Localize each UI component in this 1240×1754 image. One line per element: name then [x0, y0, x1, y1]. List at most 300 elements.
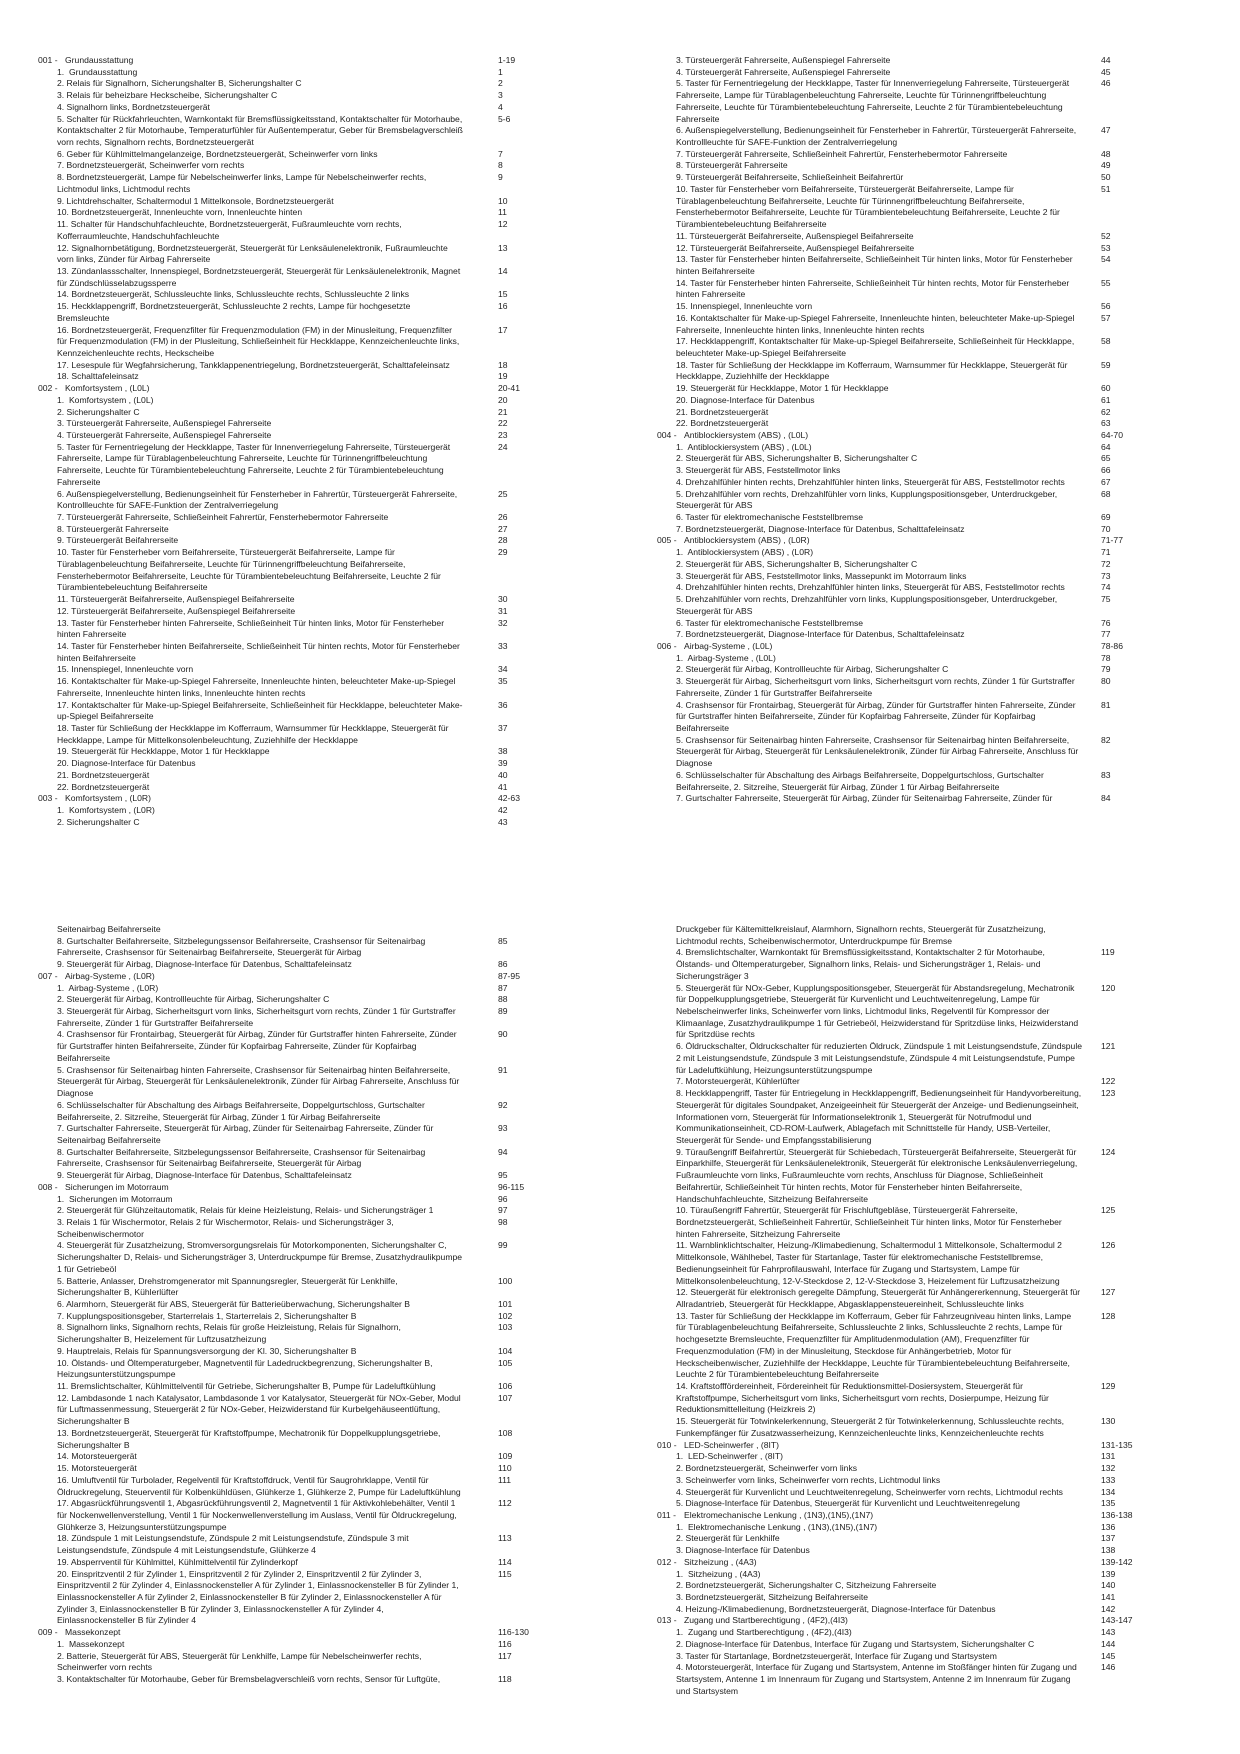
entry-text: 7. Türsteuergerät Fahrerseite, Schließeinheit Fahrertür, Fensterhebermotor Fahrerseite [57, 512, 389, 523]
page-number: 79 [1101, 664, 1111, 675]
entry-text: 5. Crashsensor für Seitenairbag hinten Fahrerseite, Crashsensor für Seitenairbag hinten Beifahrerseite, Steuergerät für Airbag, Steuergerät für Lenksäulenelektronik, Zünder für Airbag Fahrerseite, Anschluss für Diagnose [676, 734, 1081, 769]
toc-entry [38, 936, 543, 959]
page-number: 124 [1101, 1146, 1116, 1157]
entry-text: 12. Türsteuergerät Beifahrerseite, Außenspiegel Beifahrerseite [676, 242, 915, 253]
entry-text: 1. Zugang und Startberechtigung , (4F2),(4I3) [676, 1627, 852, 1638]
page-number: 76 [1101, 617, 1111, 628]
page-number: 96 [498, 1193, 508, 1204]
entry-text: 4. Türsteuergerät Fahrerseite, Außenspiegel Fahrerseite [676, 66, 891, 77]
entry-text: 15. Innenspiegel, Innenleuchte vorn [676, 301, 813, 312]
toc-entry [38, 1311, 543, 1323]
page-number: 11 [498, 207, 507, 218]
page-number: 53 [1101, 242, 1111, 253]
toc-entry [38, 360, 543, 372]
entry-text: 3. Türsteuergerät Fahrerseite, Außenspiegel Fahrerseite [57, 418, 272, 429]
page-number: 20-41 [498, 383, 520, 394]
page-number: 88 [498, 994, 508, 1005]
toc-entry [38, 1651, 543, 1674]
page-number: 35 [498, 676, 508, 687]
page-number: 73 [1101, 570, 1111, 581]
page-number: 28 [498, 535, 508, 546]
toc-entry [38, 1533, 543, 1556]
entry-text: 12. Lambdasonde 1 nach Katalysator, Lambdasonde 1 vor Katalysator, Steuergerät für NOx-Geber, Modul für Luftmassenmessung, Steuergerät 2 für NOx-Geber, Heizwiderstand für Kurbelgehäuseentlüftung, Sicherungshalter B [57, 1392, 464, 1427]
toc-section-header [657, 1440, 1162, 1452]
entry-text: 10. Taster für Fensterheber vorn Beifahrerseite, Türsteuergerät Beifahrerseite, Lampe für Türablagenbeleuchtung Beifahrerseite, Leuchte für Türinnengriffbeleuchtung Beifahrerseite, Fensterhebermotor Beifahrerseite, Leuchte für Türambientebeleuchtung Beifahrerseite, Leuchte 2 für Türambientebeleuchtung Beifahrerseite [676, 183, 1063, 230]
entry-text: 13. Taster für Fensterheber hinten Fahrerseite, Schließeinheit Tür hinten links, Motor für Fensterheber hinten Fahrerseite [57, 617, 447, 640]
entry-text: 1. Airbag-Systeme , (L0R) [57, 982, 159, 993]
toc-entry [38, 606, 543, 618]
page-number: 51 [1101, 183, 1111, 194]
entry-text: 9. Türsteuergerät Beifahrerseite [57, 535, 179, 546]
entry-text: 6. Taster für elektromechanische Feststellbremse [676, 617, 864, 628]
entry-text: 8. Gurtschalter Beifahrerseite, Sitzbelegungssensor Beifahrerseite, Crashsensor für Seitenairbag Fahrerseite, Crashsensor für Seitenairbag Beifahrerseite, Steuergerät für Airbag [57, 935, 428, 958]
entry-text: 18. Taster für Schließung der Heckklappe im Kofferraum, Warnsummer für Heckklappe, Steuergerät für Heckklappe, Zuziehhilfe der Heckklappe [676, 359, 1070, 382]
entry-text: 22. Bordnetzsteuergerät [676, 418, 769, 429]
section-number: 002 - [38, 383, 58, 394]
toc-entry [657, 1147, 1162, 1206]
entry-text: 3. Steuergerät für Airbag, Sicherheitsgurt vorn links, Sicherheitsgurt vorn rechts, Zünder 1 für Gurtstraffer Fahrerseite, Zünder 1 für Gurtstraffer Beifahrerseite [57, 1006, 459, 1028]
entry-text: 3. Steuergerät für Airbag, Sicherheitsgurt vorn links, Sicherheitsgurt vorn rechts, Zünder 1 für Gurtstraffer Fahrerseite, Zünder 1 für Gurtstraffer Beifahrerseite [676, 676, 1078, 698]
entry-text: 8. Türsteuergerät Fahrerseite [57, 523, 169, 534]
page-number: 20 [498, 394, 508, 405]
toc-entry [38, 301, 543, 324]
toc-entry [657, 1287, 1162, 1310]
entry-text: 19. Absperrventil für Kühlmittel, Kühlmittelventil für Zylinderkopf [57, 1556, 298, 1567]
toc-entry [38, 67, 543, 79]
page-number: 128 [1101, 1310, 1116, 1321]
toc-entry [657, 243, 1162, 255]
toc-section-header [657, 1557, 1162, 1569]
toc-entry [38, 1451, 543, 1463]
toc-entry [657, 336, 1162, 359]
page-number: 139-142 [1101, 1556, 1133, 1567]
entry-text: 3. Bordnetzsteuergerät, Sitzheizung Beifahrerseite [676, 1591, 869, 1602]
entry-text: 2. Batterie, Steuergerät für ABS, Steuergerät für Lenkhilfe, Lampe für Nebelscheinwerfer rechts, Scheinwerfer vorn rechts [57, 1650, 424, 1673]
entry-text: 4. Türsteuergerät Fahrerseite, Außenspiegel Fahrerseite [57, 430, 272, 440]
entry-text: 5. Schalter für Rückfahrleuchten, Warnkontakt für Bremsflüssigkeitsstand, Kontaktschalter für Motorhaube, Kontaktschalter 2 für Motorhaube, Temperaturfühler für Außentemperatur, Geber für Bremsbelagverschleiß vorn rechts, Signalhorn rechts, Bordnetzsteuergerät [57, 113, 466, 148]
page-number: 58 [1101, 336, 1111, 347]
entry-text: 9. Steuergerät für Airbag, Diagnose-Interface für Datenbus, Schalttafeleinsatz [57, 959, 352, 970]
entry-text: 15. Steuergerät für Totwinkelerkennung, Steuergerät 2 für Totwinkelerkennung, Schlussleuchte rechts, Funkempfänger für Zusatzwasserheizung, Kennzeichenleuchte links, Kennzeichenleuchte rechts [676, 1416, 1067, 1438]
toc-entry [38, 1639, 543, 1651]
page-number: 72 [1101, 558, 1111, 569]
entry-text: 16. Umluftventil für Turbolader, Regelventil für Kraftstoffdruck, Ventil für Saugrohrklappe, Ventil für Öldruckregelung, Steuerventil für Kolbenkühldüsen, Glühkerze 1, Glühkerze 2, Pumpe für Ladeluftkühlung [57, 1474, 461, 1497]
page-number: 43 [498, 816, 508, 827]
toc-entry [657, 512, 1162, 524]
page-number: 95 [498, 1170, 508, 1181]
toc-section-header [657, 641, 1162, 653]
entry-text: 5. Crashsensor für Seitenairbag hinten Fahrerseite, Crashsensor für Seitenairbag hinten Beifahrerseite, Steuergerät für Airbag, Steuergerät für Lenksäulenelektronik, Zünder für Airbag Fahrerseite, Anschluss für Diagnose [57, 1064, 462, 1099]
toc-entry [38, 524, 543, 536]
entry-text: 8. Gurtschalter Beifahrerseite, Sitzbelegungssensor Beifahrerseite, Crashsensor für Seitenairbag Fahrerseite, Crashsensor für Seitenairbag Beifahrerseite, Steuergerät für Airbag [57, 1146, 428, 1169]
toc-entry [38, 1475, 543, 1498]
page-number: 136-138 [1101, 1509, 1133, 1520]
page-number: 38 [498, 746, 508, 757]
toc-entry [657, 149, 1162, 161]
toc-entry [657, 383, 1162, 395]
page-number: 49 [1101, 160, 1111, 171]
entry-text: 14. Motorsteuergerät [57, 1451, 137, 1462]
toc-entry [657, 735, 1162, 770]
toc-entry [657, 1205, 1162, 1240]
toc-entry [657, 489, 1162, 512]
toc-entry [657, 1240, 1162, 1287]
toc-section-header [38, 1182, 543, 1194]
toc-entry [38, 407, 543, 419]
toc-entry [38, 1170, 543, 1182]
page-number: 66 [1101, 465, 1111, 476]
page-number: 131 [1101, 1451, 1116, 1462]
toc-section-header [657, 430, 1162, 442]
entry-text: 13. Zündanlassschalter, Innenspiegel, Bordnetzsteuergerät, Steuergerät für Lenksäulenelektronik, Magnet für Zündschlüsselabzugssperre [57, 265, 463, 288]
page-number: 114 [498, 1556, 512, 1567]
toc-entry [38, 1006, 543, 1029]
toc-entry [657, 184, 1162, 231]
page-number: 142 [1101, 1603, 1116, 1614]
toc-entry [38, 805, 543, 817]
entry-text: 1. Airbag-Systeme , (L0L) [676, 652, 776, 663]
section-number: 007 - [38, 970, 58, 981]
page-number: 126 [1101, 1240, 1116, 1251]
entry-text: 21. Bordnetzsteuergerät [676, 406, 769, 417]
page-number: 80 [1101, 676, 1111, 687]
page-number: 25 [498, 488, 508, 499]
page-number: 99 [498, 1240, 508, 1251]
page-number: 59 [1101, 359, 1111, 370]
section-number: 004 - [657, 430, 677, 440]
entry-text: 14. Bordnetzsteuergerät, Schlussleuchte links, Schlussleuchte rechts, Schlussleuchte 2 links [57, 289, 410, 300]
entry-text: 4. Crashsensor für Frontairbag, Steuergerät für Airbag, Zünder für Gurtstraffer hinten Fahrerseite, Zünder für Gurtstraffer hinten Beifahrerseite, Zünder für Kopfairbag Fahrerseite, Zünder für Kopfairbag Beifahrerseite [57, 1029, 460, 1063]
entry-text: 14. Taster für Fensterheber hinten Fahrerseite, Schließeinheit Tür hinten rechts, Motor für Fensterheber hinten Fahrerseite [676, 277, 1072, 300]
entry-text: 3. Steuergerät für ABS, Feststellmotor links [676, 465, 841, 476]
toc-entry [657, 924, 1162, 947]
entry-text: 16. Kontaktschalter für Make-up-Spiegel Fahrerseite, Innenleuchte hinten, beleuchteter Make-up-Spiegel Fahrerseite, Innenleuchte hinten links, Innenleuchte hinten rechts [57, 676, 458, 698]
page-number: 78-86 [1101, 640, 1123, 651]
page-number: 104 [498, 1345, 513, 1356]
entry-text: 10. Türaußengriff Fahrertür, Steuergerät für Frischluftgebläse, Türsteuergerät Fahrerseite, Bordnetzsteuergerät, Schließeinheit Fahrertür, Schließeinheit Tür hinten links, Motor für Fensterheber hinten Fahrerseite, Sitzheizung Fahrerseite [676, 1205, 1065, 1239]
entry-text: 9. Türaußengriff Beifahrertür, Steuergerät für Schiebedach, Türsteuergerät Beifahrerseite, Steuergerät für Einparkhilfe, Steuergerät für Lenksäulenelektronik, Steuergerät für elektronische Lenksäulenverriegelung, Fußraumleuchte vorn links, Fußraumleuchte vorn rechts, Anschluss für Diagnose, Schließeinheit Beifahrertür, Schließeinheit Tür hinten rechts, Motor für Fensterheber hinten Beifahrerseite, Handschuhfachleuchte, Sitzheizung Beifahrerseite [676, 1146, 1080, 1204]
toc-entry [38, 1569, 543, 1628]
toc-entry [38, 160, 543, 172]
toc-entry [38, 770, 543, 782]
page-number: 75 [1101, 594, 1111, 605]
entry-text: 9. Türsteuergerät Beifahrerseite, Schließeinheit Beifahrertür [676, 172, 904, 183]
page-number: 61 [1101, 394, 1111, 405]
entry-text: 1. Komfortsystem , (L0R) [57, 805, 155, 815]
page-number: 90 [498, 1029, 508, 1040]
toc-entry [657, 793, 1162, 805]
page-number: 87 [498, 982, 508, 993]
section-title: Sicherungen im Motorraum [65, 1181, 169, 1192]
entry-text: 10. Bordnetzsteuergerät, Innenleuchte vorn, Innenleuchte hinten [57, 207, 303, 218]
entry-text: 1. Antiblockiersystem (ABS) , (L0L) [676, 441, 812, 452]
toc-entry [657, 1088, 1162, 1147]
section-title: Elektromechanische Lenkung , (1N3),(1N5),(1N7) [684, 1509, 874, 1520]
toc-section-header [657, 1510, 1162, 1522]
page-number: 123 [1101, 1088, 1116, 1099]
entry-text: 6. Alarmhorn, Steuergerät für ABS, Steuergerät für Batterieüberwachung, Sicherungshalter B [57, 1299, 411, 1309]
toc-entry [657, 618, 1162, 630]
entry-text: 13. Taster für Schließung der Heckklappe im Kofferraum, Geber für Fahrzeugniveau hinten links, Lampe für Türablagenbeleuchtung Beifahrerseite, Schlussleuchte 2 links, Schlussleuchte 2 rechts, Lampe für hochgesetzte Bremsleuchte, Frequenzfilter für Amplitudenmodulation (AM), Frequenzfilter für Frequenzmodulation (FM) in der Minusleitung, Steckdose für Anhängerbetrieb, Motor für Heckscheibenwischer, Zuziehhilfe der Heckklappe, Leuchte für Türambientebeleuchtung Beifahrerseite, Leuchte 2 für Türambientebeleuchtung Beifahrerseite [676, 1310, 1074, 1380]
section-title: Komfortsystem , (L0R) [65, 793, 151, 804]
page-number: 3 [498, 90, 503, 101]
entry-text: 5. Drehzahlfühler vorn rechts, Drehzahlfühler vorn links, Kupplungspositionsgeber, Unterdruckgeber, Steuergerät für ABS [676, 488, 1060, 511]
entry-text: 2. Sicherungshalter C [57, 406, 140, 417]
entry-text: 9. Lichtdrehschalter, Schaltermodul 1 Mittelkonsole, Bordnetzsteuergerät [57, 195, 334, 206]
toc-entry [38, 266, 543, 289]
page-number: 63 [1101, 418, 1111, 429]
toc-entry [657, 547, 1162, 559]
page-number: 65 [1101, 453, 1111, 464]
section-header-text [38, 383, 465, 395]
section-header-text [38, 1182, 465, 1194]
entry-text: 8. Heckklappengriff, Taster für Entriegelung in Heckklappengriff, Bedienungseinheit für Handyvorbereitung, Steuergerät für digitales Soundpaket, Anzeigeeinheit für Steuergerät der Anzeige- und Bedienungseinheit, Informationen vorn, Steuergerät für Informationselektronik 1, Steuergerät für Notrufmodul und Kommunikationseinheit, CD-ROM-Laufwerk, Ablagefach mit Schnittstelle für Handy, USB-Verteiler, Steuergerät für Sende- und Empfangsstabilisierung [676, 1088, 1084, 1145]
page-number: 71 [1101, 547, 1111, 558]
toc-entry [38, 289, 543, 301]
toc-entry [657, 1533, 1162, 1545]
entry-text: 17. Abgasrückführungsventil 1, Abgasrückführungsventil 2, Magnetventil 1 für Aktivkohlebehälter, Ventil 1 für Nockenwellenverstellung, Ventil 1 für Nockenwellenverstellung im Auslass, Ventil für Öldruckregelung, Glühkerze 3, Heizungsunterstützungspumpe [57, 1498, 460, 1532]
toc-entry [657, 231, 1162, 243]
section-header-text [657, 1557, 1084, 1569]
page-number: 60 [1101, 383, 1111, 394]
toc-entry [38, 1428, 543, 1451]
toc-entry [657, 1522, 1162, 1534]
entry-text: 4. Bremslichtschalter, Warnkontakt für Bremsflüssigkeitsstand, Kontaktschalter 2 für Motorhaube, Ölstands- und Öltemperaturgeber, Signalhorn links, Relais- und Sicherungsträger 1, Relais- und Sicherungsträger 3 [676, 947, 1048, 981]
page-number: 146 [1101, 1662, 1116, 1673]
toc-entry [38, 547, 543, 594]
toc-section-header [38, 1627, 543, 1639]
page-number: 103 [498, 1322, 513, 1333]
toc-entry [657, 571, 1162, 583]
section-header-text [657, 641, 1084, 653]
toc-entry [38, 1393, 543, 1428]
page-number: 27 [498, 523, 508, 534]
toc-entry [38, 172, 543, 195]
section-title: Grundausstattung [65, 55, 134, 65]
page-number: 34 [498, 664, 508, 675]
toc-entry [657, 78, 1162, 125]
page-number: 24 [498, 441, 508, 452]
entry-text: 15. Heckklappengriff, Bordnetzsteuergerät, Schlussleuchte 2 rechts, Lampe für hochgesetzte Bremsleuchte [57, 301, 413, 323]
page-number: 133 [1101, 1474, 1116, 1485]
toc-entry [657, 947, 1162, 982]
page-number: 105 [498, 1357, 513, 1368]
entry-text: 14. Kraftstofffördereinheit, Fördereinheit für Reduktionsmittel-Dosiersystem, Steuergerät für Kraftstoffpumpe, Sicherheitsgurt vorn links, Sicherheitsgurt vorn rechts, Dosierpumpe, Heizung für Reduktionsmittelleitung (Heizkreis 2) [676, 1381, 1052, 1415]
page-number: 129 [1101, 1381, 1116, 1392]
entry-text: 20. Einspritzventil 2 für Zylinder 1, Einspritzventil 2 für Zylinder 2, Einspritzventil 2 für Zylinder 3, Einspritzventil 2 für Zylinder 4, Einlassnockensteller A für Zylinder 1, Einlassnockensteller B für Zylinder 1, Einlassnockensteller A für Zylinder 2, Einlassnockensteller B für Zylinder 2, Einlassnockensteller A für Zylinder 3, Einlassnockensteller B für Zylinder 3, Einlassnockensteller A für Zylinder 4, Einlassnockensteller B für Zylinder 4 [57, 1568, 462, 1626]
toc-entry [657, 278, 1162, 301]
page-number: 134 [1101, 1486, 1116, 1497]
entry-text: 8. Signalhorn links, Signalhorn rechts, Relais für große Heizleistung, Relais für Signalhorn, Sicherungshalter B, Heizelement für Luftzusatzheizung [57, 1322, 404, 1345]
page-number: 47 [1101, 125, 1111, 136]
toc-entry [657, 160, 1162, 172]
toc-entry [38, 1322, 543, 1345]
toc-section-header [38, 793, 543, 805]
page-number: 111 [498, 1474, 512, 1485]
page-number: 135 [1101, 1498, 1116, 1509]
entry-text: 4. Drehzahlfühler hinten rechts, Drehzahlfühler hinten links, Steuergerät für ABS, Feststellmotor rechts [676, 476, 1065, 487]
entry-text: 3. Türsteuergerät Fahrerseite, Außenspiegel Fahrerseite [676, 55, 891, 65]
entry-text: 10. Ölstands- und Öltemperaturgeber, Magnetventil für Ladedruckbegrenzung, Sicherungshalter B, Heizungsunterstützungspumpe [57, 1357, 435, 1380]
entry-text: 7. Kupplungspositionsgeber, Starterrelais 1, Starterrelais 2, Sicherungshalter B [57, 1310, 357, 1321]
toc-section-header [657, 1615, 1162, 1627]
page-number: 48 [1101, 148, 1111, 159]
section-header-text [657, 430, 1084, 442]
toc-entry [38, 1205, 543, 1217]
page-number: 100 [498, 1275, 513, 1286]
page-number: 37 [498, 722, 508, 733]
toc-entry [657, 629, 1162, 641]
section-header-text [38, 971, 465, 983]
page-number: 94 [498, 1146, 508, 1157]
section-title: Massekonzept [65, 1627, 121, 1638]
section-number: 009 - [38, 1627, 58, 1638]
entry-text: 11. Warnblinklichtschalter, Heizung-/Klimabedienung, Schaltermodul 1 Mittelkonsole, Schaltermodul 2 Mittelkonsole, Wählhebel, Taster für Startanlage, Taster für elektromechanische Feststellbremse, Bedienungseinheit für Fahrprofilauswahl, Interface für Zugang und Startsystem, Lampe für Mittelkonsolenbeleuchtung, 12-V-Steckdose 2, 12-V-Steckdose 3, Heizelement für Luftzusatzheizung [676, 1240, 1065, 1286]
page-number: 56 [1101, 301, 1111, 312]
toc-entry [38, 641, 543, 664]
page-number: 140 [1101, 1580, 1116, 1591]
toc-entry [657, 418, 1162, 430]
toc-entry [657, 1451, 1162, 1463]
toc-entry [657, 465, 1162, 477]
toc-entry [38, 1065, 543, 1100]
page-number: 14 [498, 265, 508, 276]
page-number: 15 [498, 289, 508, 300]
section-header-text [657, 1510, 1084, 1522]
page-number: 112 [498, 1498, 512, 1509]
entry-text: 19. Steuergerät für Heckklappe, Motor 1 für Heckklappe [676, 383, 889, 394]
section-number: 011 - [657, 1509, 676, 1520]
toc-entry [38, 90, 543, 102]
section-header-text [38, 1627, 465, 1639]
toc-entry [38, 959, 543, 971]
entry-text: 2. Bordnetzsteuergerät, Sicherungshalter C, Sitzheizung Fahrerseite [676, 1580, 937, 1591]
page-number: 86 [498, 959, 508, 970]
entry-text: 7. Motorsteuergerät, Kühlerlüfter [676, 1076, 800, 1087]
page-number: 115 [498, 1568, 512, 1579]
page-number: 110 [498, 1463, 512, 1474]
toc-entry [38, 371, 543, 383]
toc-entry [657, 1545, 1162, 1557]
page-number: 92 [498, 1099, 508, 1110]
toc-entry [657, 1627, 1162, 1639]
page-number: 93 [498, 1123, 508, 1134]
toc-entry [38, 430, 543, 442]
toc-entry [657, 676, 1162, 699]
page-number: 119 [1101, 947, 1115, 958]
section-number: 008 - [38, 1181, 58, 1192]
entry-text: 13. Bordnetzsteuergerät, Steuergerät für Kraftstoffpumpe, Mechatronik für Doppelkupplungsgetriebe, Sicherungshalter B [57, 1427, 443, 1450]
toc-entry [38, 1217, 543, 1240]
toc-entry [38, 1147, 543, 1170]
toc-entry [38, 676, 543, 699]
page-number: 139 [1101, 1568, 1116, 1579]
entry-text: 2. Steuergerät für Lenkhilfe [676, 1533, 780, 1544]
entry-text: 16. Kontaktschalter für Make-up-Spiegel Fahrerseite, Innenleuchte hinten, beleuchteter Make-up-Spiegel Fahrerseite, Innenleuchte hinten links, Innenleuchte hinten rechts [676, 312, 1077, 335]
section-header-text [657, 1615, 1084, 1627]
page-number: 87-95 [498, 970, 520, 981]
entry-text: 3. Relais für beheizbare Heckscheibe, Sicherungshalter C [57, 90, 278, 101]
toc-entry [38, 1346, 543, 1358]
page-number: 143-147 [1101, 1615, 1133, 1626]
section-number: 010 - [657, 1439, 677, 1450]
entry-continuation-text: Druckgeber für Kältemittelkreislauf, Alarmhorn, Signalhorn rechts, Steuergerät für Zusatzheizung, Lichtmodul rechts, Scheibenwischermotor, Unterdruckpumpe für Bremse [676, 924, 1049, 946]
toc-section-header [38, 383, 543, 395]
toc-entry [657, 301, 1162, 313]
toc-column-top-left [38, 55, 543, 828]
entry-text: 5. Drehzahlfühler vorn rechts, Drehzahlfühler vorn links, Kupplungspositionsgeber, Unterdruckgeber, Steuergerät für ABS [676, 594, 1060, 616]
entry-text: 4. Steuergerät für Zusatzheizung, Stromversorgungsrelais für Motorkomponenten, Sicherungshalter C, Sicherungshalter D, Relais- und Sicherungsträger 3, Unterdruckpumpe für Bremse, Zusatzhydraulikpumpe 1 für Getriebeöl [57, 1240, 465, 1274]
entry-text: 1. Massekonzept [57, 1638, 125, 1649]
page-number: 137 [1101, 1533, 1116, 1544]
entry-text: 3. Diagnose-Interface für Datenbus [676, 1545, 810, 1556]
toc-entry [657, 1311, 1162, 1381]
toc-entry [38, 149, 543, 161]
page-number: 83 [1101, 769, 1111, 780]
entry-text: 6. Schlüsselschalter für Abschaltung des Airbags Beifahrerseite, Doppelgurtschloss, Gurtschalter Beifahrerseite, 2. Sitzreihe, Steuergerät für Airbag, Zünder 1 für Airbag Beifahrerseite [676, 769, 1047, 792]
page-number: 130 [1101, 1416, 1116, 1427]
section-header-text [657, 1440, 1084, 1452]
toc-entry [657, 770, 1162, 793]
entry-text: 7. Bordnetzsteuergerät, Scheinwerfer vorn rechts [57, 160, 245, 171]
section-header-text [657, 535, 1084, 547]
page-number: 64-70 [1101, 430, 1123, 440]
page-number: 74 [1101, 582, 1111, 593]
page-number: 12 [498, 219, 508, 230]
entry-text: 12. Signalhornbetätigung, Bordnetzsteuergerät, Steuergerät für Lenksäulenelektronik, Fußraumleuchte vorn links, Zünder für Airbag Fahrerseite [57, 242, 451, 265]
entry-text: 13. Taster für Fensterheber hinten Beifahrerseite, Schließeinheit Tür hinten links, Motor für Fensterheber hinten Beifahrerseite [676, 254, 1076, 276]
entry-text: 14. Taster für Fensterheber hinten Beifahrerseite, Schließeinheit Tür hinten rechts, Motor für Fensterheber hinten Beifahrerseite [57, 640, 463, 663]
page-number: 70 [1101, 523, 1111, 534]
entry-text: 18. Taster für Schließung der Heckklappe im Kofferraum, Warnsummer für Heckklappe, Steuergerät für Heckklappe, Lampe für Mittelkonsolenbeleuchtung, Zuziehhilfe der Heckklappe [57, 722, 451, 745]
page-number: 41 [498, 781, 508, 792]
section-number: 003 - [38, 793, 58, 804]
toc-entry [38, 1240, 543, 1275]
toc-entry [38, 1381, 543, 1393]
page-number: 136 [1101, 1521, 1116, 1532]
toc-entry [657, 313, 1162, 336]
entry-text: 10. Taster für Fensterheber vorn Beifahrerseite, Türsteuergerät Beifahrerseite, Lampe für Türablagenbeleuchtung Beifahrerseite, Leuchte für Türinnengriffbeleuchtung Beifahrerseite, Fensterhebermotor Beifahrerseite, Leuchte für Türambientebeleuchtung Beifahrerseite, Leuchte 2 für Türambientebeleuchtung Beifahrerseite [57, 547, 444, 593]
toc-entry [38, 1194, 543, 1206]
toc-entry [657, 700, 1162, 735]
page-number: 4 [498, 101, 503, 112]
toc-entry [657, 582, 1162, 594]
toc-entry [38, 442, 543, 489]
toc-entry [38, 102, 543, 114]
toc-entry [657, 125, 1162, 148]
toc-entry [38, 746, 543, 758]
page-number: 64 [1101, 441, 1111, 452]
entry-text: 2. Steuergerät für Glühzeitautomatik, Relais für kleine Heizleistung, Relais- und Sicherungsträger 1 [57, 1205, 434, 1216]
toc-entry [38, 512, 543, 524]
page-number: 57 [1101, 312, 1111, 323]
entry-text: 2. Diagnose-Interface für Datenbus, Interface für Zugang und Startsystem, Sicherungshalter C [676, 1638, 1035, 1649]
toc-entry [38, 207, 543, 219]
entry-text: 2. Steuergerät für Airbag, Kontrollleuchte für Airbag, Sicherungshalter C [676, 664, 949, 675]
entry-text: 4. Drehzahlfühler hinten rechts, Drehzahlfühler hinten links, Steuergerät für ABS, Feststellmotor rechts [676, 582, 1065, 593]
page-number: 42 [498, 805, 508, 815]
page-number: 132 [1101, 1463, 1116, 1474]
section-number: 006 - [657, 640, 677, 651]
toc-entry [38, 219, 543, 242]
toc-entry [38, 196, 543, 208]
toc-entry [657, 1076, 1162, 1088]
page-number: 96-115 [498, 1181, 525, 1192]
entry-text: 17. Kontaktschalter für Make-up-Spiegel Beifahrerseite, Schließeinheit für Heckklappe, beleuchteter Make-up-Spiegel Beifahrerseite [57, 699, 463, 722]
page-number: 97 [498, 1205, 508, 1216]
entry-text: 6. Schlüsselschalter für Abschaltung des Airbags Beifahrerseite, Doppelgurtschloss, Gurtschalter Beifahrerseite, 2. Sitzreihe, Steuergerät für Airbag, Zünder 1 für Airbag Beifahrerseite [57, 1099, 428, 1122]
entry-text: 2. Steuergerät für Airbag, Kontrollleuchte für Airbag, Sicherungshalter C [57, 994, 330, 1005]
